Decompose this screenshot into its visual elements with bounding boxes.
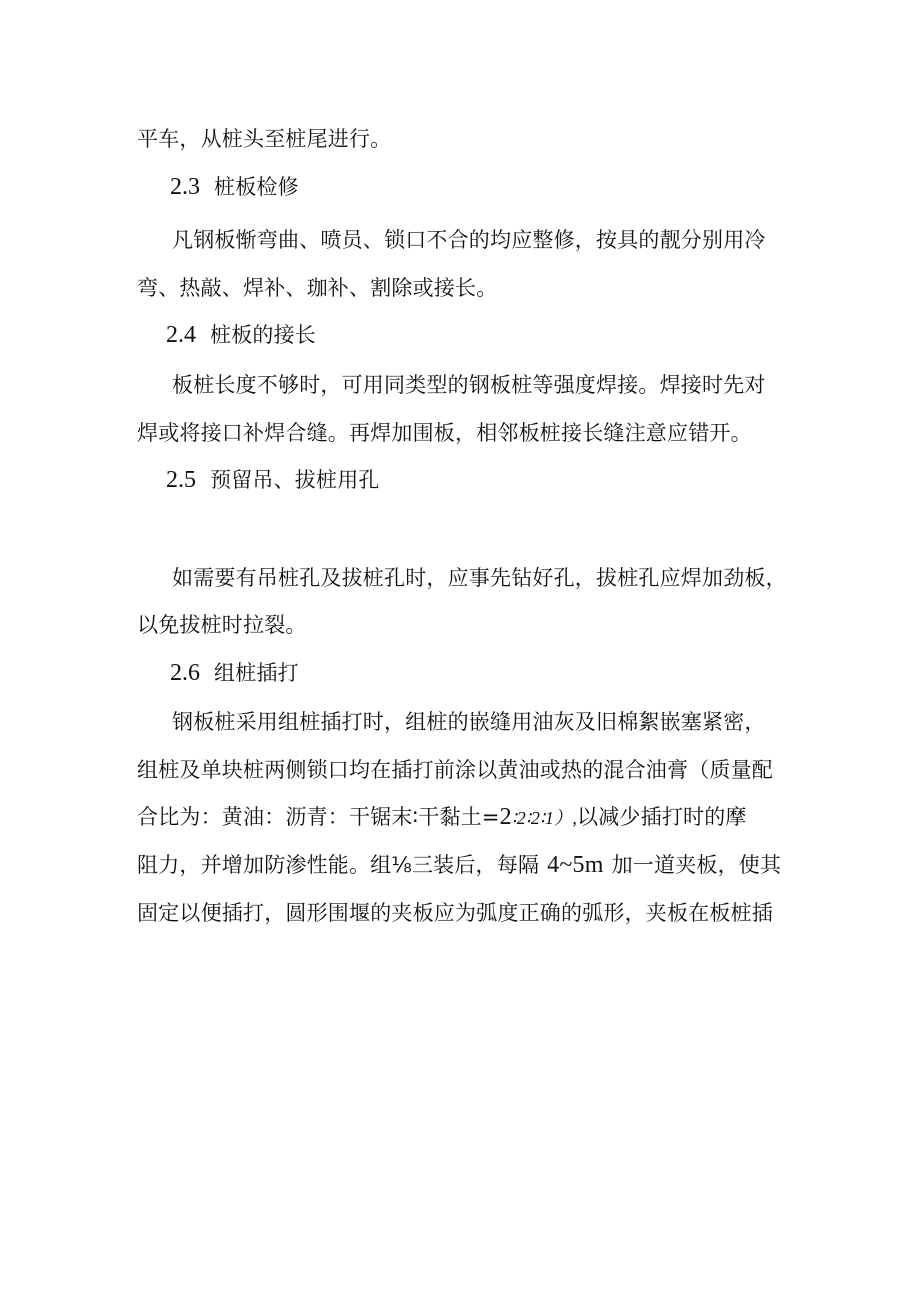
line-text: 钢板桩采用组桩插打时，组桩的嵌缝用油灰及旧棉絮嵌塞紧密， (172, 710, 766, 734)
ratio-rest: ∶2∶2∶1）, (511, 808, 578, 828)
section-heading-2-5 (166, 465, 380, 495)
paragraph-line (137, 418, 752, 448)
section-title: 组桩插打 (214, 661, 299, 685)
paragraph-line (172, 225, 766, 255)
section-heading-2-3 (170, 172, 299, 202)
section-number: 2.6 (170, 660, 200, 686)
line-text: 合比为：黄油：沥青：干锯末∶干黏土= (137, 805, 500, 829)
section-title: 桩板检修 (214, 175, 299, 199)
spacing-value: 4~5m (547, 852, 604, 878)
line-text: 以减少插打时的摩 (577, 805, 747, 829)
section-title: 桩板的接长 (210, 323, 316, 347)
line-text: 凡钢板惭弯曲、喷员、锁口不合的均应整修，按具的靓分别用冷 (172, 228, 766, 252)
line-text: 固定以便插打，圆形围堰的夹板应为弧度正确的弧形，夹板在板桩插 (137, 901, 773, 925)
ratio-first-number: 2 (499, 804, 512, 830)
line-text: 以免拔桩时拉裂。 (137, 613, 307, 637)
section-number: 2.3 (170, 174, 200, 200)
paragraph-line (172, 563, 787, 593)
paragraph-line (137, 755, 773, 785)
section-heading-2-6 (170, 658, 299, 688)
paragraph-line (172, 370, 766, 400)
paragraph-line (137, 850, 781, 880)
paragraph-line (172, 707, 766, 737)
line-text: 板桩长度不够时，可用同类型的钢板桩等强度焊接。焊接时先对 (172, 373, 766, 397)
paragraph-line (137, 273, 497, 303)
line-text: 焊或将接口补焊合缝。再焊加围板，相邻板桩接长缝注意应错开。 (137, 421, 752, 445)
line-text: 弯、热敲、焊补、珈补、割除或接长。 (137, 276, 498, 300)
paragraph-line (137, 124, 391, 154)
line-text: 平车，从桩头至桩尾进行。 (137, 127, 392, 151)
section-number: 2.5 (166, 467, 196, 493)
section-number: 2.4 (166, 322, 196, 348)
paragraph-line (137, 898, 773, 928)
line-text: 如需要有吊桩孔及拔桩孔时，应事先钻好孔，拔桩孔应焊加劲板， (172, 566, 787, 590)
section-heading-2-4 (166, 320, 316, 350)
paragraph-line (137, 802, 747, 833)
line-text: 加一道夹板，使其 (611, 853, 782, 877)
line-text: 阻力，并增加防渗性能。组⅛三装后，每隔 (137, 853, 540, 877)
section-title: 预留吊、拔桩用孔 (210, 468, 380, 492)
line-text: 组桩及单块桩两侧锁口均在插打前涂以黄油或热的混合油膏（质量配 (137, 758, 773, 782)
paragraph-line (137, 610, 307, 640)
